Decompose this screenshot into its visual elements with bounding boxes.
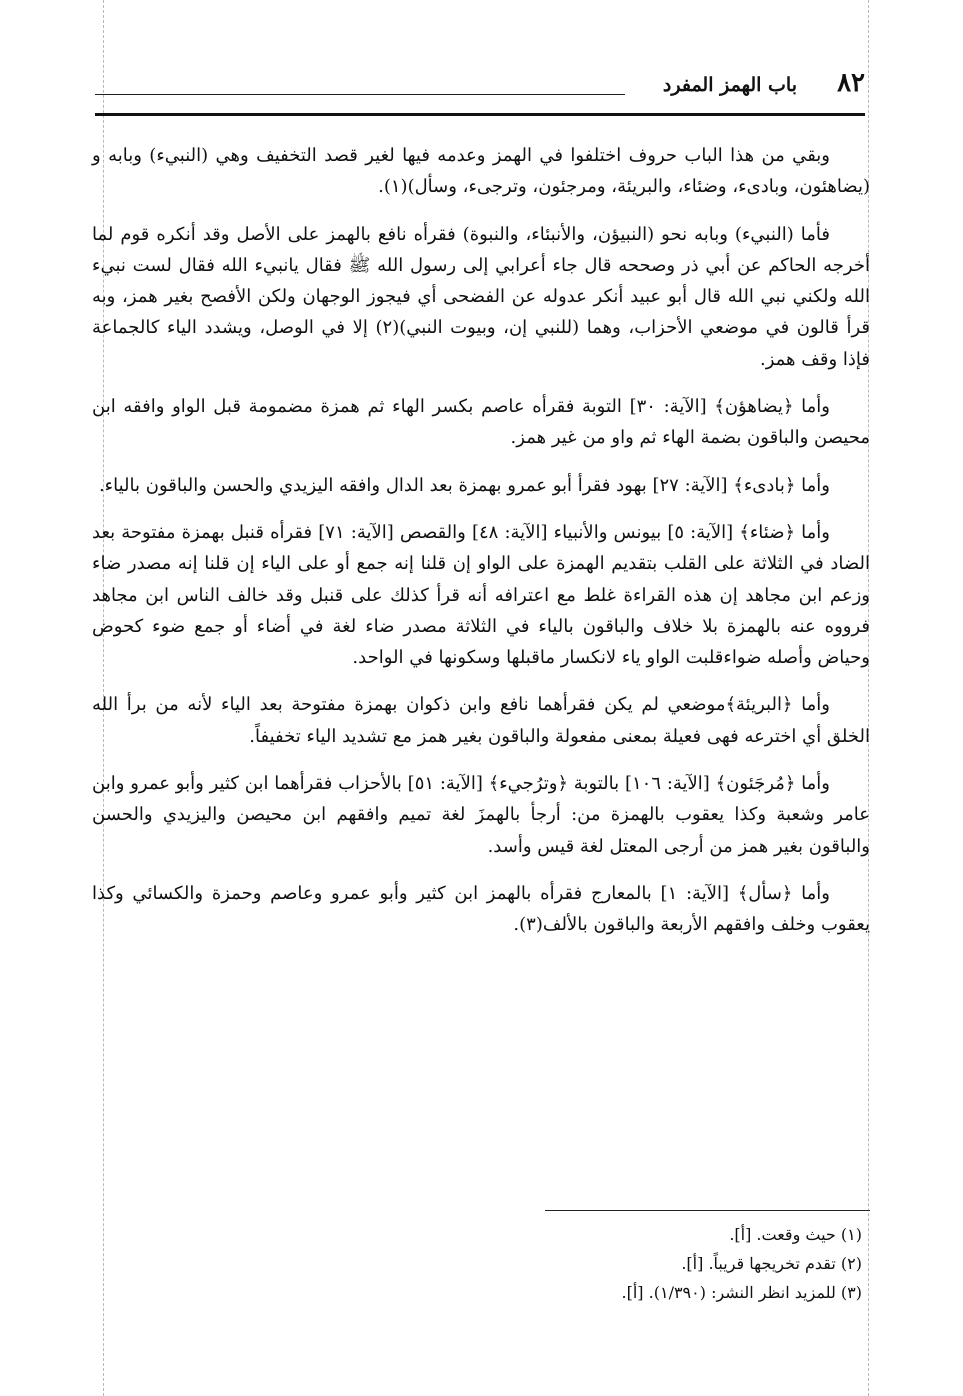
footnotes xyxy=(400,1220,862,1307)
paragraph-intro: وبقي من هذا الباب حروف اختلفوا في الهمز وعدمه فيها لغير قصد التخفيف وهي (النبيء) وبابه و (يضاهئون، وبادىء، وضئاء، والبريئة، ومرجئون، وترجىء، وسأل)(١). xyxy=(92,145,870,198)
main-text xyxy=(92,140,870,957)
paragraph-murjawn: وأما ﴿مُرجَئون﴾ [الآية: ١٠٦] بالتوبة ﴿وترُجيء﴾ [الآية: ٥١] بالأحزاب فقرأهما ابن كثير وأبو عمرو وابن عامر وشعبة وكذا يعقوب بالهمزة من: أرجأ بالهمزَ لغة تميم وافقهم ابن محيصن واليزيدي والحسن والباقون بغير همز من أرجى المعتل لغة قيس وأسد. xyxy=(92,773,870,857)
paragraph-nabi: فأما (النبيء) وبابه نحو (النبيؤن، والأنبئاء، والنبوة) فقرأه نافع بالهمز على الأصل وقد أنكره قوم لما أخرجه الحاكم عن أبي ذر وصححه قال جاء أعرابي إلى رسول الله ﷺ فقال يانبيء الله فقال لست نبيء الله ولكني نبي الله قال أبو عبيد أنكر عدوله عن الفضحى أي فيجوز الوجهان ولكن الأفصح بغير همز، وبه قرأ قالون في موضعي الأحزاب، وهما (للنبي إن، وبيوت النبي)(٢) إلا في الوصل، ويشدد الياء كالجماعة فإذا وقف همز. xyxy=(92,223,870,370)
paragraph-saala: وأما ﴿سأل﴾ [الآية: ١] بالمعارج فقرأه بالهمز ابن كثير وأبو عمرو وعاصم وحمزة والكسائي وكذا يعقوب وخلف وافقهم الأربعة والباقون بالألف(٣). xyxy=(92,882,870,936)
chapter-title: باب الهمز المفرد xyxy=(662,74,797,96)
page-header xyxy=(95,68,865,108)
footnote-separator xyxy=(545,1210,870,1211)
paragraph-diya: وأما ﴿ضئاء﴾ [الآية: ٥] بيونس والأنبياء [الآية: ٤٨] والقصص [الآية: ٧١] فقرأه قنبل بهمزة مفتوحة بعد الضاد في الثلاثة على القلب بتقديم الهمزة على الواو إن قلنا إنه جمع أو على الياء إن قلنا إنه مصدر ضاء وزعم ابن مجاهد إن هذه القراءة غلط مع اعترافه أنه قرأ كذلك على قنبل وقد خالف الناس ابن مجاهد فرووه عنه بالهمزة بلا خلاف والباقون بالياء في الثلاثة مصدر ضاء لغة في أضاء أو جمع ضوء كحوض وحياض وأصله ضواءقلبت الواو ياء لانكسار ماقبلها وسكونها في الواحد. xyxy=(92,521,870,669)
header-rule xyxy=(95,113,865,116)
footnote-2: (٢) تقدم تخريجها قريباً. [أ]. xyxy=(681,1254,862,1273)
page-number: ٨٢ xyxy=(837,68,865,98)
paragraph-badi: وأما ﴿بادىء﴾ [الآية: ٢٧] بهود فقرأ أبو عمرو بهمزة بعد الدال وافقه اليزيدي والحسن والباقون بالياء. xyxy=(98,474,830,496)
footnote-1: (١) حيث وقعت. [أ]. xyxy=(729,1225,862,1244)
header-thin-rule xyxy=(95,94,625,95)
paragraph-yudahiun: وأما ﴿يضاهؤن﴾ [الآية: ٣٠] التوبة فقرأه عاصم بكسر الهاء ثم همزة مضمومة قبل الواو وافقه ابن محيصن والباقون بضمة الهاء ثم واو من غير همز. xyxy=(92,396,870,449)
footnote-3: (٣) للمزيد انظر النشر: (١/٣٩٠). [أ]. xyxy=(621,1283,862,1302)
paragraph-bariyya: وأما ﴿البريئة﴾موضعي لم يكن فقرأهما نافع وابن ذكوان بهمزة مفتوحة بعد الياء لأنه من برأ الله الخلق أي اخترعه فهى فعيلة بمعنى مفعولة والباقون بغير همز مع تشديد الياء تخفيفاً. xyxy=(92,694,870,747)
